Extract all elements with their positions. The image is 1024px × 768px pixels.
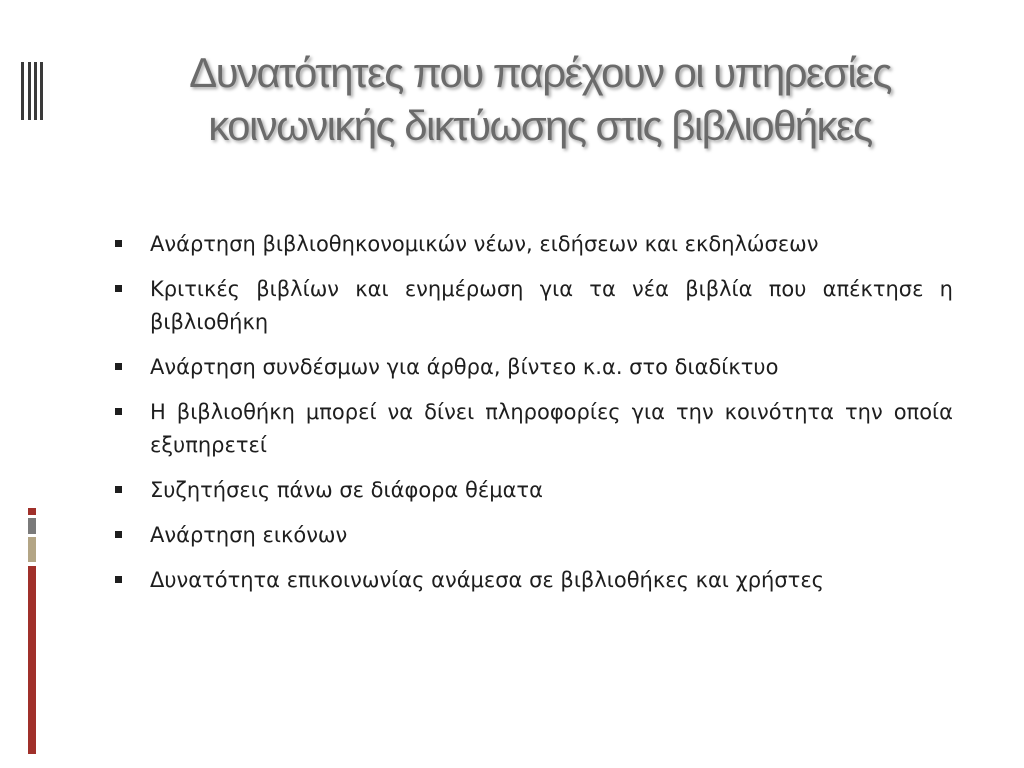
bullet-item: [110, 519, 953, 552]
bullet-text: Δυνατότητα επικοινωνίας ανάμεσα σε βιβλιοθήκες και χρήστες: [150, 568, 824, 592]
bullet-item: [110, 396, 953, 462]
bullet-list: [110, 228, 953, 609]
bullet-item: [110, 564, 953, 597]
accent-bar-tan: [28, 537, 36, 562]
square-bullet-icon: [115, 531, 122, 538]
vertical-bars-icon: [21, 62, 47, 120]
bullet-text: Η βιβλιοθήκη μπορεί να δίνει πληροφορίες για την κοινότητα την οποία εξυπηρετεί: [150, 400, 953, 457]
slide-title-line: Δυνατότητες που παρέχουν οι υπηρεσίες: [189, 49, 891, 96]
square-bullet-icon: [115, 285, 122, 292]
square-bullet-icon: [115, 486, 122, 493]
bullet-text: Κριτικές βιβλίων και ενημέρωση για τα νέα βιβλία που απέκτησε η βιβλιοθήκη: [150, 277, 953, 334]
accent-bar-red-top: [28, 508, 36, 515]
bullet-text: Συζητήσεις πάνω σε διάφορα θέματα: [150, 478, 543, 502]
bullet-item: [110, 228, 953, 261]
square-bullet-icon: [115, 576, 122, 583]
bullet-item: [110, 273, 953, 339]
accent-bar-red: [28, 566, 36, 754]
square-bullet-icon: [115, 240, 122, 247]
bullet-text: Ανάρτηση βιβλιοθηκονομικών νέων, ειδήσεων και εκδηλώσεων: [150, 232, 819, 256]
bullet-text: Ανάρτηση συνδέσμων για άρθρα, βίντεο κ.α. στο διαδίκτυο: [150, 355, 779, 379]
bullet-item: [110, 351, 953, 384]
accent-bar-gray: [28, 518, 36, 534]
bullet-item: [110, 474, 953, 507]
square-bullet-icon: [115, 363, 122, 370]
slide-title: [110, 46, 970, 152]
slide-title-line: κοινωνικής δικτύωσης στις βιβλιοθήκες: [208, 102, 872, 149]
square-bullet-icon: [115, 408, 122, 415]
bullet-text: Ανάρτηση εικόνων: [150, 523, 348, 547]
